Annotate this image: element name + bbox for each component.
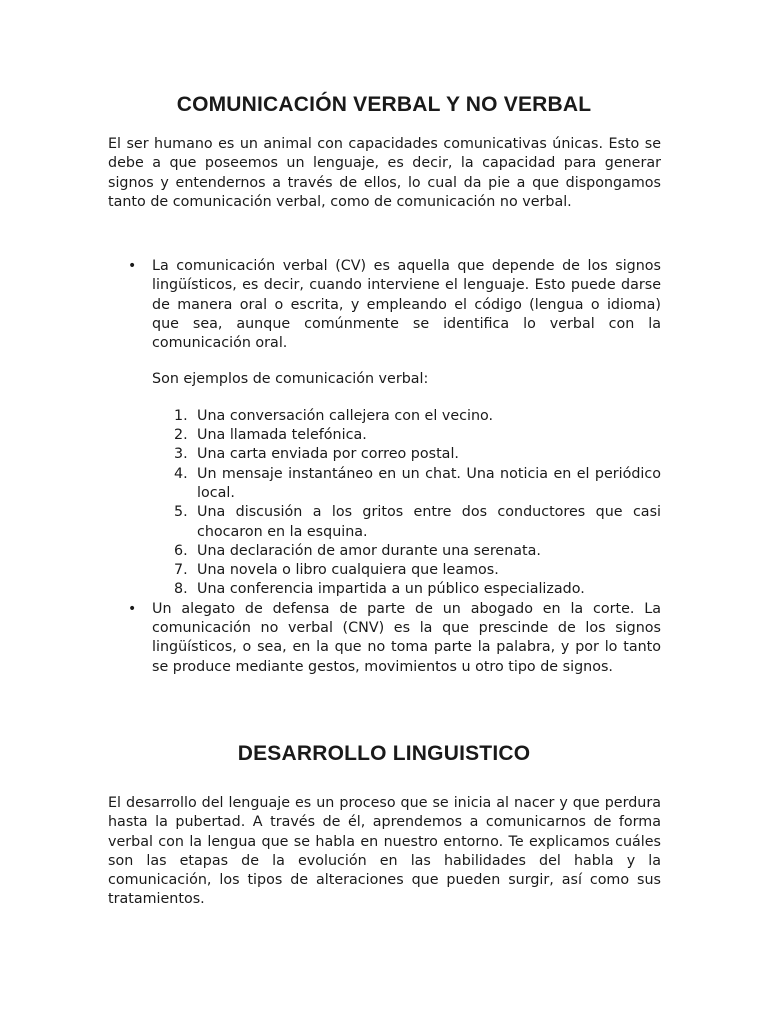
section-title-comunicacion: COMUNICACIÓN VERBAL Y NO VERBAL: [176, 93, 592, 116]
list-item: [152, 426, 661, 445]
list-number: 3.: [174, 446, 188, 463]
list-item-text: Una carta enviada por correo postal.: [197, 446, 459, 463]
examples-list: [152, 407, 661, 600]
intro-paragraph: El ser humano es un animal con capacidades comunicativas únicas. Esto se debe a que poseemos un lenguaje, es decir, la capacidad para generar signos y entendernos a través de ellos, lo cual da pie a que dispongamos tanto de comunicación verbal, como de comunicación no verbal.: [108, 136, 661, 210]
bullet-text-verbal: • La comunicación verbal (CV) es aquella que depende de los signos lingüísticos, es decir, cuando interviene el lenguaje. Esto puede darse de manera oral o escrita, y empleando el código (lengua o idioma) que sea, aunque comúnmente se identifica lo verbal con la comunicación oral.: [152, 258, 661, 352]
bullet-text-no-verbal: • Un alegato de defensa de parte de un abogado en la corte. La comunicación no verbal (CNV) es la que prescinde de los signos lingüísticos, o sea, en la que no toma parte la palabra, y por lo tanto se produce mediante gestos, movimientos u otro tipo de signos.: [152, 600, 661, 675]
desarrollo-paragraph: El desarrollo del lenguaje es un proceso que se inicia al nacer y que perdura hasta la pubertad. A través de él, aprendemos a comunicarnos de forma verbal con la lengua que se habla en nuestro entorno. Te explicamos cuáles son las etapas de la evolución en las habilidades del habla y la comunicación, los tipos de alteraciones que pueden surgir, así como sus tratamientos.: [108, 795, 661, 908]
list-item-text: Un mensaje instantáneo en un chat. Una noticia en el periódico local.: [197, 465, 661, 501]
list-item-text: Una conversación callejera con el vecino.: [197, 407, 494, 424]
list-item-text: Una llamada telefónica.: [197, 427, 367, 444]
list-item: [152, 407, 661, 426]
list-number: 4.: [174, 465, 188, 482]
list-item-text: Una discusión a los gritos entre dos conductores que casi chocaron en la esquina.: [197, 504, 661, 540]
list-number: 7.: [174, 562, 188, 579]
list-item-text: Una novela o libro cualquiera que leamos.: [197, 562, 499, 579]
bullet-list: [108, 257, 661, 677]
list-item: [152, 542, 661, 561]
list-number: 6.: [174, 542, 188, 559]
list-item: [152, 465, 661, 504]
list-item: [152, 503, 661, 542]
list-number: 5.: [174, 504, 188, 521]
list-item-text: Una declaración de amor durante una serenata.: [197, 542, 541, 559]
bullet-item-no-verbal: [108, 600, 661, 677]
list-item: [152, 561, 661, 580]
section-title-desarrollo: DESARROLLO LINGUISTICO: [237, 742, 531, 765]
examples-lead: Son ejemplos de comunicación verbal:: [152, 371, 429, 388]
list-item: [152, 580, 661, 599]
list-number: 2.: [174, 427, 188, 444]
list-item-text: Una conferencia impartida a un público especializado.: [197, 581, 585, 598]
list-number: 1.: [174, 407, 188, 424]
list-number: 8.: [174, 581, 188, 598]
list-item: [152, 445, 661, 464]
bullet-item-verbal: [108, 257, 661, 600]
